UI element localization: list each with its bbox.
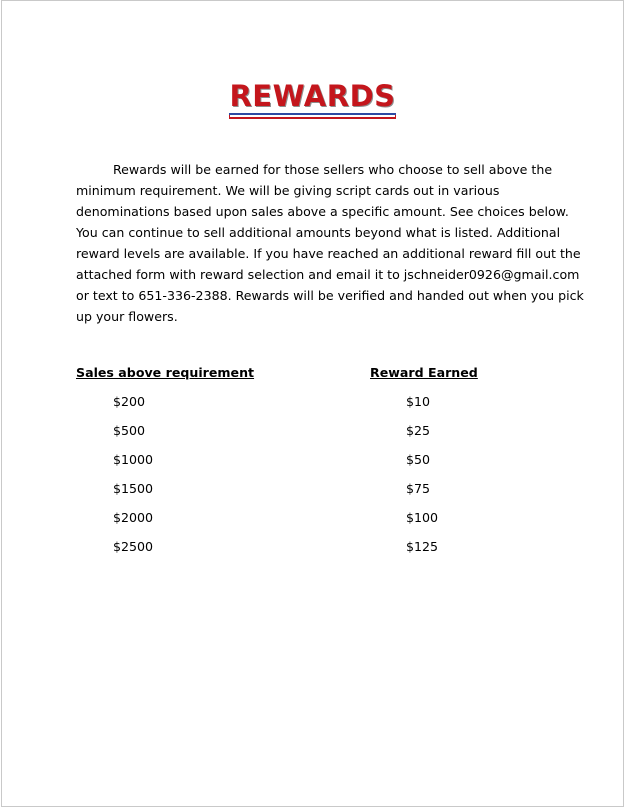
intro-line: You can continue to sell additional amounts beyond what is listed. Additional — [76, 225, 561, 240]
reward-amount: $125 — [406, 539, 439, 554]
sales-amount: $2000 — [113, 510, 154, 525]
reward-amount: $100 — [406, 510, 439, 525]
intro-line: Rewards will be earned for those sellers who choose to sell above the — [113, 162, 553, 177]
reward-amount: $75 — [406, 481, 431, 496]
page-title — [2, 79, 623, 115]
intro-line: up your flowers. — [76, 309, 178, 324]
reward-amount: $25 — [406, 423, 431, 438]
intro-line: or text to 651-336-2388. Rewards will be verified and handed out when you pick — [76, 288, 584, 303]
sales-amount: $1500 — [113, 481, 154, 496]
reward-amount: $50 — [406, 452, 431, 467]
reward-amount: $10 — [406, 394, 431, 409]
intro-line: minimum requirement. We will be giving script cards out in various — [76, 183, 500, 198]
table-row — [2, 423, 623, 452]
intro-line: reward levels are available. If you have reached an additional reward fill out the — [76, 246, 581, 261]
sales-amount: $200 — [113, 394, 146, 409]
table-row — [2, 481, 623, 510]
table-row — [2, 510, 623, 539]
document-page — [1, 0, 624, 807]
sales-column-header: Sales above requirement — [76, 365, 255, 380]
title-text: REWARDS — [229, 79, 396, 113]
table-row — [2, 394, 623, 423]
rewards-table — [2, 394, 623, 568]
sales-amount: $2500 — [113, 539, 154, 554]
intro-line: attached form with reward selection and email it to jschneider0926@gmail.com — [76, 267, 580, 282]
intro-line: denominations based upon sales above a specific amount. See choices below. — [76, 204, 569, 219]
table-row — [2, 452, 623, 481]
sales-amount: $500 — [113, 423, 146, 438]
table-row — [2, 539, 623, 568]
intro-paragraph — [76, 159, 584, 327]
sales-amount: $1000 — [113, 452, 154, 467]
reward-column-header: Reward Earned — [370, 365, 478, 380]
